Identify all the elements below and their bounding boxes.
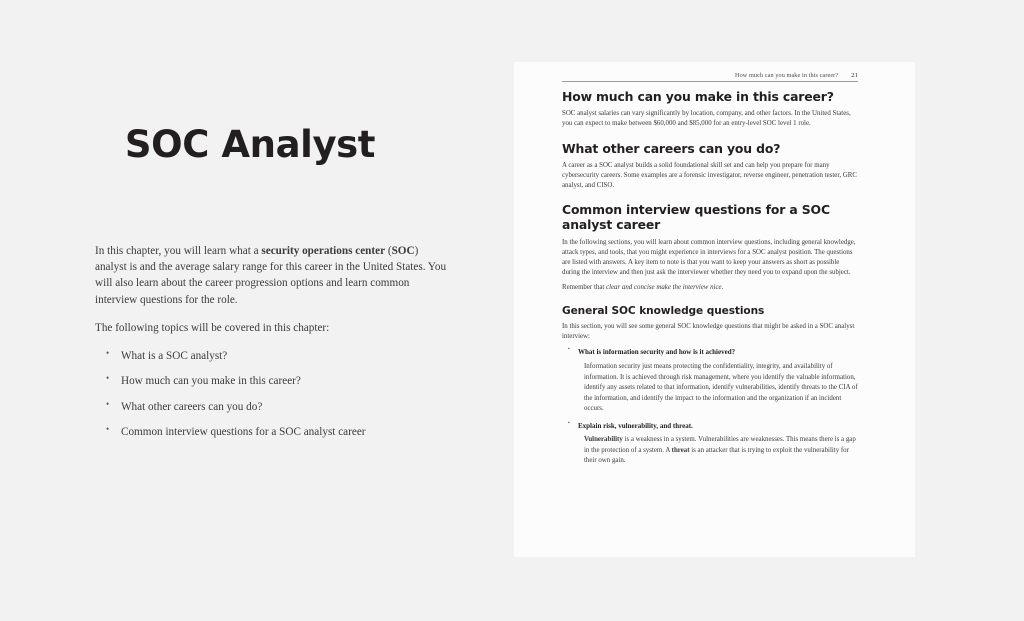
question-answer	[578, 435, 858, 466]
list-item	[578, 422, 858, 467]
note-suffix: .	[721, 284, 724, 292]
subsection-general-soc-knowledge	[562, 305, 858, 467]
page-content	[562, 72, 858, 478]
intro-bold-security-operations-center: security operations center	[261, 245, 386, 257]
list-item	[578, 348, 858, 414]
intro-text-part1: In this chapter, you will learn what a	[95, 245, 262, 257]
section-paragraph: A career as a SOC analyst builds a solid foundational skill set and can help you prepare for many cybersecurity careers. Some examples are a forensic investigator, reverse engineer, penetration tester, GRC analyst, and CISO.	[562, 161, 857, 190]
chapter-opener-panel	[0, 0, 500, 621]
intro-bold-soc: SOC	[391, 245, 415, 257]
list-item: • What other careers can you do?	[121, 399, 451, 415]
chapter-intro-paragraph	[95, 243, 451, 308]
header-divider	[562, 81, 858, 82]
list-item: • How much can you make in this career?	[121, 373, 451, 389]
intro-text-part2: (	[385, 245, 392, 257]
section-paragraph: SOC analyst salaries can vary significantly by location, company, and other factors. In the United States, you can expect to make between $60,000 and $85,000 for an entry-level SOC level 1 role.	[562, 110, 851, 128]
book-page-card	[514, 62, 915, 557]
running-head	[562, 72, 858, 81]
section-what-other-careers	[562, 141, 858, 192]
chapter-intro-body	[95, 243, 451, 449]
chapter-topics-list	[95, 348, 451, 440]
question-term: ▪ Explain risk, vulnerability, and threat.	[578, 421, 693, 430]
question-term: ▪ What is information security and how is it achieved?	[578, 348, 736, 357]
answer-part1: is a weakness in a system. Vulnerabilities are weaknesses. This means there is a gap in the protection of a system. A	[584, 436, 856, 454]
chapter-title: SOC Analyst	[124, 123, 376, 166]
section-heading: Common interview questions for a SOC analyst career	[562, 202, 830, 233]
section-note	[562, 283, 858, 293]
section-common-interview-questions	[562, 202, 858, 293]
section-heading: How much can you make in this career?	[562, 89, 834, 104]
answer-bold-vulnerability: Vulnerability	[584, 436, 623, 444]
interview-questions-list	[562, 348, 858, 466]
list-item: • What is a SOC analyst?	[121, 348, 451, 364]
answer-part2: is an attacker that is trying to exploit the vulnerability for their own gain.	[584, 446, 849, 465]
intro-text-part3: ) analyst is and the average salary range for this career in the United States. You will also learn about the career progression options and learn common interview questions for the role.	[95, 245, 447, 306]
note-prefix: Remember that	[562, 284, 607, 292]
subsection-heading: General SOC knowledge questions	[562, 304, 765, 317]
subsection-paragraph: In this section, you will see some general SOC knowledge questions that might be asked in a SOC analyst interview:	[562, 322, 855, 341]
answer-bold-threat: threat	[671, 446, 690, 454]
section-how-much-can-you-make	[562, 89, 858, 130]
section-heading: What other careers can you do?	[562, 140, 781, 156]
page-number: 21	[851, 72, 858, 79]
section-paragraph: In the following sections, you will learn about common interview questions, including general knowledge, attack types, and tools, that you might experience in interviews for a SOC analyst position. The questions are listed with answers. A key item to note is that you want to keep your answers as short as possible during the interview and then just ask the interviewer whether they need you to expand upon the subject.	[562, 238, 856, 277]
topics-lead-in: The following topics will be covered in this chapter:	[95, 321, 330, 334]
running-head-title: How much can you make in this career?	[735, 72, 839, 79]
list-item: • Common interview questions for a SOC analyst career	[121, 424, 451, 440]
question-answer: Information security just means protecting the confidentiality, integrity, and availability of information. It is achieved through risk management, where you identify the valuable information, identify any assets related to that information, identify vulnerabilities, identify threats to the CIA of the information, and identify the impact to the information and the organization if an incident occurs.	[584, 363, 858, 413]
note-italic-phrase: clear and concise make the interview nice	[606, 284, 722, 292]
